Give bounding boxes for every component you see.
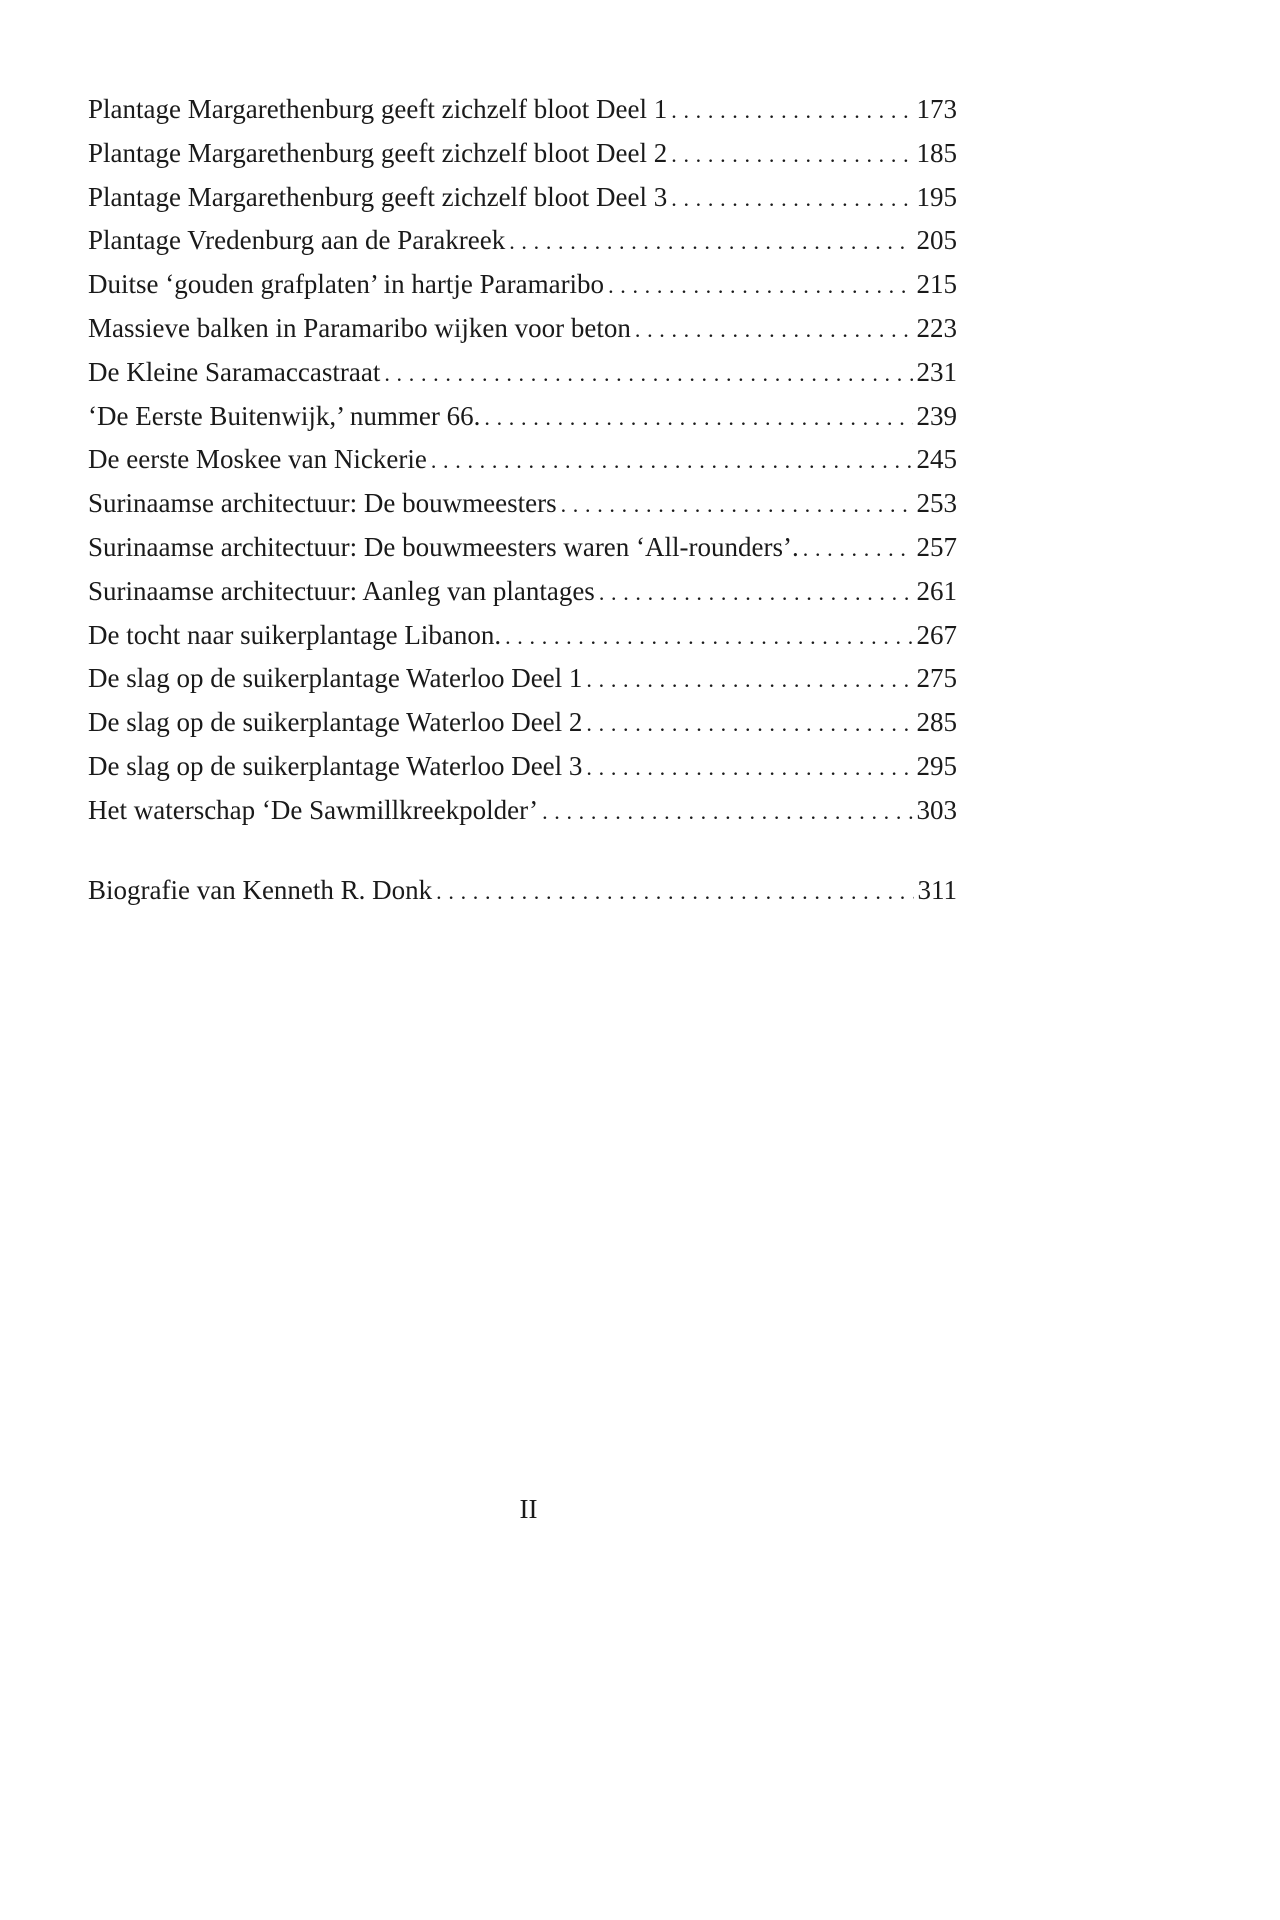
toc-entry-title: Plantage Margarethenburg geeft zichzelf bloot Deel 3 <box>88 181 668 212</box>
toc-entry <box>88 526 957 570</box>
toc-entry-page: 231 <box>916 356 957 387</box>
toc-entry-page: 195 <box>916 181 957 212</box>
toc-entry-page: 257 <box>916 531 957 562</box>
toc-entry-title: Surinaamse architectuur: De bouwmeesters waren ‘All-rounders’. <box>88 531 799 562</box>
toc-entry-title: De eerste Moskee van Nickerie <box>88 444 427 475</box>
toc-entry <box>88 351 957 395</box>
dot-leader <box>586 746 912 790</box>
toc-entry <box>88 789 957 833</box>
toc-entry-page: 215 <box>916 269 957 300</box>
toc-entry-title: Duitse ‘gouden grafplaten’ in hartje Paramaribo <box>88 269 605 300</box>
toc-entry <box>88 657 957 701</box>
toc-entry <box>88 701 957 745</box>
toc-entry-title: Massieve balken in Paramaribo wijken voor beton <box>88 312 631 343</box>
toc-entry-title: Surinaamse architectuur: De bouwmeesters <box>88 488 557 519</box>
dot-leader <box>542 790 912 834</box>
toc-entry-page: 173 <box>916 94 957 124</box>
toc-entry <box>88 438 957 482</box>
page-number: II <box>519 1494 538 1524</box>
dot-leader <box>431 439 913 483</box>
toc-entry-page: 205 <box>916 225 957 256</box>
toc-entry-title: De slag op de suikerplantage Waterloo Deel 3 <box>88 750 583 781</box>
dot-leader <box>671 89 912 133</box>
toc-entry-page: 275 <box>916 663 957 694</box>
toc-entry-title: De tocht naar suikerplantage Libanon. <box>88 619 502 650</box>
toc-entry <box>88 219 957 263</box>
toc-entry-title: De slag op de suikerplantage Waterloo Deel 2 <box>88 707 583 738</box>
dot-leader <box>671 177 912 221</box>
toc-entry <box>88 614 957 658</box>
toc-entry-title: Plantage Margarethenburg geeft zichzelf bloot Deel 1 <box>88 94 668 124</box>
toc-entry <box>88 176 957 220</box>
dot-leader <box>586 702 912 746</box>
toc-entry-page: 253 <box>916 488 957 519</box>
toc-entry-page: 245 <box>916 444 957 475</box>
toc-entry-page: 267 <box>916 619 957 650</box>
dot-leader <box>671 133 912 177</box>
toc-entry <box>88 482 957 526</box>
dot-leader <box>803 527 913 571</box>
toc-entry-page: 295 <box>916 750 957 781</box>
toc-entry-page: 285 <box>916 707 957 738</box>
toc-entry-page: 261 <box>916 575 957 606</box>
toc-entry-title: Het waterschap ‘De Sawmillkreekpolder’ <box>88 794 539 825</box>
toc-entry-title: De slag op de suikerplantage Waterloo Deel 1 <box>88 663 583 694</box>
toc-entry <box>88 745 957 789</box>
dot-leader <box>608 264 912 308</box>
dot-leader <box>599 571 913 615</box>
toc-entry-title: ‘De Eerste Buitenwijk,’ nummer 66. <box>88 400 481 431</box>
dot-leader <box>586 658 912 702</box>
toc-appendix-entry <box>88 869 957 913</box>
toc-entry-page: 185 <box>916 137 957 168</box>
dot-leader <box>635 308 913 352</box>
toc-entry-page: 223 <box>916 312 957 343</box>
toc-entry <box>88 307 957 351</box>
dot-leader <box>384 352 912 396</box>
toc-entry-page: 239 <box>916 400 957 431</box>
toc-entry-title: Biografie van Kenneth R. Donk <box>88 874 433 905</box>
dot-leader <box>509 220 912 264</box>
toc-entry <box>88 132 957 176</box>
toc-entry-page: 303 <box>916 794 957 825</box>
dot-leader <box>484 396 912 440</box>
toc-entry-title: De Kleine Saramaccastraat <box>88 356 381 387</box>
toc-entry-title: Plantage Margarethenburg geeft zichzelf bloot Deel 2 <box>88 137 668 168</box>
toc-entry <box>88 263 957 307</box>
dot-leader <box>505 615 912 659</box>
toc-entry <box>88 88 957 132</box>
toc-entry-title: Surinaamse architectuur: Aanleg van plantages <box>88 575 595 606</box>
dot-leader <box>436 870 913 914</box>
toc-entry <box>88 395 957 439</box>
toc-entry-page: 311 <box>917 874 957 905</box>
toc-entry <box>88 570 957 614</box>
toc-entry-title: Plantage Vredenburg aan de Parakreek <box>88 225 506 256</box>
dot-leader <box>561 483 913 527</box>
section-gap <box>88 833 957 869</box>
table-of-contents <box>88 88 957 912</box>
